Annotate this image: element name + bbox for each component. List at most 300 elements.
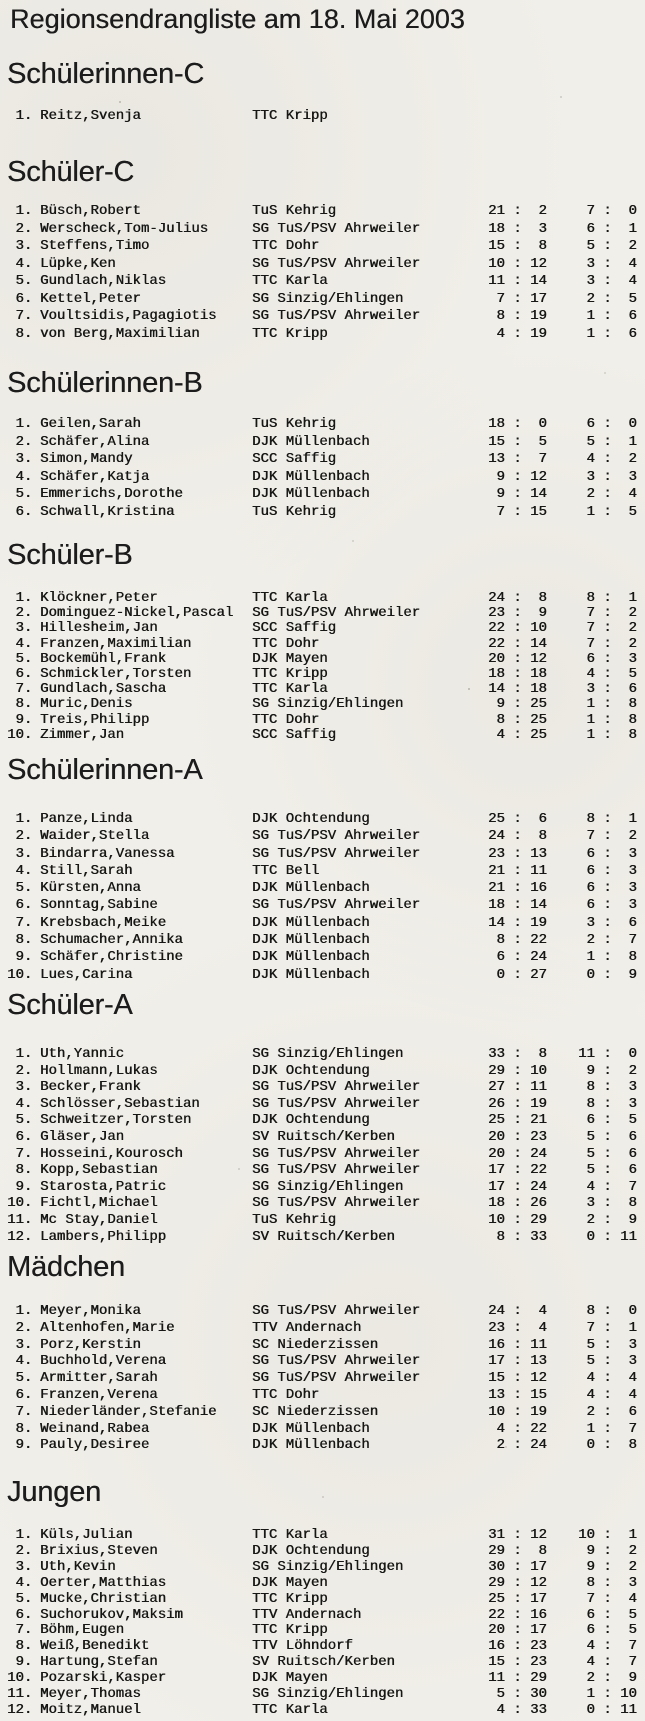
row-club: DJK Ochtendung	[252, 811, 370, 827]
row-rank: 5.	[7, 1590, 33, 1607]
row-games-score: 16 : 11	[488, 1336, 547, 1353]
row-player-name: Moitz,Manuel	[40, 1702, 141, 1718]
ranking-section	[7, 753, 643, 984]
row-player-name: Schweitzer,Torsten	[40, 1112, 192, 1129]
row-player-name: Krebsbach,Meike	[40, 914, 167, 931]
row-games-score: 11 : 14	[488, 273, 547, 289]
row-player-name: Altenhofen,Marie	[40, 1319, 175, 1336]
row-player-name: Suchorukov,Maksim	[40, 1607, 183, 1623]
row-club: DJK Müllenbach	[252, 932, 370, 949]
row-rank: 5.	[7, 880, 33, 897]
row-club: SG TuS/PSV Ahrweiler	[252, 1162, 421, 1179]
row-rank: 6.	[7, 290, 33, 307]
row-games-score: 9 : 14	[488, 486, 547, 502]
section-heading: Schüler-A	[7, 989, 133, 1021]
row-player-name: Lüpke,Ken	[40, 255, 116, 272]
row-player-name: Pozarski,Kasper	[40, 1671, 167, 1687]
row-games-score: 8 : 33	[488, 1228, 547, 1245]
row-games-score: 10 : 19	[488, 1403, 547, 1420]
row-player-name: Schlösser,Sebastian	[40, 1095, 200, 1112]
table-row	[7, 1387, 643, 1404]
section-heading: Schüler-B	[7, 539, 133, 571]
row-club: TTC Kripp	[252, 1623, 328, 1639]
row-games-score: 18 : 18	[488, 666, 547, 683]
table-row	[7, 1671, 643, 1687]
row-club: SG TuS/PSV Ahrweiler	[252, 1303, 421, 1319]
row-rank: 9.	[7, 1654, 33, 1671]
row-games-score: 9 : 12	[488, 468, 547, 485]
row-games-score: 25 : 6	[488, 811, 547, 827]
row-player-name: Weiß,Benedikt	[40, 1639, 150, 1655]
row-player-name: Weinand,Rabea	[40, 1420, 150, 1437]
row-club: TTC Karla	[252, 1528, 328, 1543]
row-games-score: 22 : 10	[488, 620, 547, 637]
row-rank: 6.	[7, 503, 33, 520]
row-club: TTC Kripp	[252, 1591, 328, 1607]
table-row	[7, 1146, 643, 1163]
table-row	[7, 1229, 643, 1246]
table-row	[7, 1337, 643, 1354]
row-points-score: 1 : 8	[578, 696, 637, 713]
row-rank: 1.	[7, 1527, 33, 1543]
row-points-score: 2 : 6	[578, 1403, 637, 1420]
row-games-score: 5 : 30	[488, 1686, 547, 1703]
row-club: SC Niederzissen	[252, 1336, 379, 1353]
row-rank: 2.	[7, 1319, 33, 1336]
table-row	[7, 606, 643, 621]
row-games-score: 15 : 5	[488, 433, 547, 450]
row-points-score: 5 : 3	[578, 1353, 637, 1370]
row-games-score: 21 : 11	[488, 862, 547, 879]
row-games-score: 18 : 26	[488, 1195, 547, 1212]
table-row	[7, 273, 643, 291]
row-player-name: Werscheck,Tom-Julius	[40, 220, 209, 237]
row-club: DJK Müllenbach	[252, 880, 370, 897]
row-rank: 3.	[7, 1558, 33, 1575]
row-player-name: Klöckner,Peter	[40, 591, 158, 606]
row-rank: 5.	[7, 486, 33, 502]
row-games-score: 18 : 14	[488, 897, 547, 914]
row-club: TTC Kripp	[252, 325, 328, 342]
table-row	[7, 1592, 643, 1608]
row-points-score: 5 : 2	[578, 238, 637, 254]
table-row	[7, 291, 643, 309]
table-row	[7, 652, 643, 667]
row-games-score: 21 : 16	[488, 880, 547, 897]
row-rank: 4.	[7, 1095, 33, 1112]
row-points-score: 4 : 4	[578, 1370, 637, 1387]
row-player-name: Lues,Carina	[40, 966, 133, 983]
row-points-score: 3 : 6	[578, 914, 637, 931]
row-club: TTC Bell	[252, 862, 320, 879]
row-points-score: 6 : 5	[578, 1112, 637, 1129]
row-games-score: 17 : 22	[488, 1162, 547, 1179]
row-rank: 7.	[7, 308, 33, 324]
row-games-score: 23 : 13	[488, 845, 547, 862]
row-points-score: 6 : 5	[578, 1606, 637, 1623]
row-club: SG TuS/PSV Ahrweiler	[252, 255, 421, 272]
row-rank: 7.	[7, 914, 33, 931]
row-games-score: 25 : 21	[488, 1112, 547, 1129]
row-points-score: 0 : 8	[578, 1437, 637, 1454]
row-rank: 8.	[7, 325, 33, 342]
row-games-score: 7 : 17	[488, 290, 547, 307]
table-row	[7, 434, 643, 452]
row-points-score: 1 : 5	[578, 503, 637, 520]
row-points-score: 1 : 7	[578, 1420, 637, 1437]
row-rank: 10.	[7, 966, 33, 983]
row-points-score: 4 : 7	[578, 1654, 637, 1671]
table-row	[7, 451, 643, 469]
table-row	[7, 1303, 643, 1320]
row-games-score: 4 : 25	[488, 726, 547, 743]
row-club: SG TuS/PSV Ahrweiler	[252, 1195, 421, 1212]
row-player-name: Waider,Stella	[40, 828, 150, 845]
row-games-score: 10 : 29	[488, 1211, 547, 1228]
row-games-score: 7 : 15	[488, 503, 547, 520]
row-club: TuS Kehrig	[252, 1211, 337, 1228]
row-rank: 3.	[7, 845, 33, 862]
row-player-name: Becker,Frank	[40, 1079, 141, 1096]
table-row	[7, 1608, 643, 1624]
row-points-score: 0 : 11	[578, 1228, 637, 1245]
row-player-name: Kettel,Peter	[40, 290, 141, 307]
row-club: SG TuS/PSV Ahrweiler	[252, 1079, 421, 1096]
row-rank: 1.	[7, 416, 33, 432]
table-row	[7, 682, 643, 697]
row-games-score: 23 : 9	[488, 605, 547, 622]
row-games-score: 22 : 14	[488, 635, 547, 652]
table-row	[7, 667, 643, 682]
row-player-name: Niederländer,Stefanie	[40, 1403, 217, 1420]
row-player-name: Franzen,Verena	[40, 1386, 158, 1403]
table-row	[7, 504, 643, 522]
row-player-name: Uth,Kevin	[40, 1559, 116, 1575]
row-club: TTC Dohr	[252, 636, 320, 652]
row-player-name: Küls,Julian	[40, 1528, 133, 1543]
row-player-name: Bindarra,Vanessa	[40, 845, 175, 862]
row-rank: 4.	[7, 1574, 33, 1591]
row-player-name: Kopp,Sebastian	[40, 1162, 158, 1179]
row-club: SV Ruitsch/Kerben	[252, 1655, 395, 1671]
table-row	[7, 238, 643, 256]
row-player-name: Mucke,Christian	[40, 1591, 167, 1607]
row-points-score: 6 : 3	[578, 845, 637, 862]
row-club: TTC Karla	[252, 273, 328, 289]
row-games-score: 15 : 12	[488, 1370, 547, 1387]
row-games-score: 14 : 18	[488, 681, 547, 698]
row-points-score: 2 : 9	[578, 1211, 637, 1228]
table-row	[7, 469, 643, 487]
row-club: TTC Dohr	[252, 238, 320, 254]
row-rank: 9.	[7, 1178, 33, 1195]
row-club: DJK Müllenbach	[252, 949, 370, 966]
row-club: SG Sinzig/Ehlingen	[252, 290, 404, 307]
row-rank: 9.	[7, 949, 33, 966]
row-club: SC Niederzissen	[252, 1403, 379, 1420]
row-points-score: 1 : 8	[578, 711, 637, 728]
table-row	[7, 1112, 643, 1129]
row-rank: 6.	[7, 1606, 33, 1623]
table-row	[7, 1179, 643, 1196]
row-rank: 3.	[7, 451, 33, 467]
row-games-score: 24 : 4	[488, 1303, 547, 1319]
row-points-score: 5 : 1	[578, 433, 637, 450]
section-heading: Schülerinnen-A	[7, 754, 203, 786]
row-rank: 2.	[7, 220, 33, 237]
row-club: SG Sinzig/Ehlingen	[252, 697, 404, 713]
row-rank: 4.	[7, 255, 33, 272]
row-points-score: 2 : 5	[578, 290, 637, 307]
row-player-name: von Berg,Maximilian	[40, 325, 200, 342]
table-row	[7, 203, 643, 221]
row-rank: 6.	[7, 897, 33, 914]
table-row	[7, 697, 643, 712]
row-club: SV Ruitsch/Kerben	[252, 1228, 395, 1245]
table-row	[7, 591, 643, 606]
row-rank: 10.	[7, 726, 33, 743]
row-games-score: 4 : 22	[488, 1420, 547, 1437]
row-games-score: 21 : 2	[488, 203, 547, 219]
section-rows	[7, 591, 643, 743]
row-player-name: Geilen,Sarah	[40, 416, 141, 432]
row-rank: 8.	[7, 1420, 33, 1437]
table-row	[7, 1320, 643, 1337]
row-points-score: 11 : 0	[578, 1046, 637, 1062]
table-row	[7, 1544, 643, 1560]
section-heading: Mädchen	[7, 1251, 125, 1283]
row-player-name: Hartung,Stefan	[40, 1655, 158, 1671]
row-games-score: 29 : 8	[488, 1542, 547, 1559]
row-points-score: 7 : 2	[578, 828, 637, 845]
row-games-score: 17 : 13	[488, 1353, 547, 1370]
row-points-score: 2 : 9	[578, 1670, 637, 1687]
row-club: TuS Kehrig	[252, 203, 337, 219]
row-rank: 7.	[7, 681, 33, 698]
row-club: TTC Kripp	[252, 667, 328, 683]
row-club: SG TuS/PSV Ahrweiler	[252, 1353, 421, 1370]
ranking-section	[7, 1475, 643, 1719]
table-row	[7, 486, 643, 504]
row-club: SG TuS/PSV Ahrweiler	[252, 308, 421, 324]
row-rank: 12.	[7, 1228, 33, 1245]
row-player-name: Sonntag,Sabine	[40, 897, 158, 914]
section-heading: Jungen	[7, 1476, 101, 1508]
table-row	[7, 1703, 643, 1719]
row-rank: 5.	[7, 650, 33, 667]
row-player-name: Panze,Linda	[40, 811, 133, 827]
row-games-score: 15 : 23	[488, 1654, 547, 1671]
row-club: TTV Andernach	[252, 1319, 362, 1336]
row-points-score: 6 : 0	[578, 416, 637, 432]
row-player-name: Uth,Yannic	[40, 1046, 125, 1062]
row-points-score: 4 : 5	[578, 666, 637, 683]
ranking-section	[7, 57, 643, 126]
row-player-name: Emmerichs,Dorothe	[40, 486, 183, 502]
table-row	[7, 416, 643, 434]
row-player-name: Simon,Mandy	[40, 451, 133, 467]
row-games-score: 10 : 12	[488, 255, 547, 272]
row-rank: 12.	[7, 1701, 33, 1718]
row-points-score: 6 : 3	[578, 897, 637, 914]
row-games-score: 20 : 17	[488, 1622, 547, 1639]
row-club: DJK Mayen	[252, 1575, 328, 1591]
row-rank: 8.	[7, 696, 33, 713]
row-points-score: 6 : 1	[578, 220, 637, 237]
table-row	[7, 846, 643, 863]
row-club: SG Sinzig/Ehlingen	[252, 1046, 404, 1062]
row-rank: 1.	[7, 108, 33, 124]
table-row	[7, 728, 643, 743]
row-player-name: Porz,Kerstin	[40, 1336, 141, 1353]
row-points-score: 3 : 8	[578, 1195, 637, 1212]
table-row	[7, 828, 643, 845]
row-club: DJK Ochtendung	[252, 1062, 370, 1079]
row-rank: 3.	[7, 1079, 33, 1096]
ranking-section	[7, 1250, 643, 1454]
row-club: DJK Mayen	[252, 651, 328, 667]
table-row	[7, 1687, 643, 1703]
row-points-score: 4 : 4	[578, 1386, 637, 1403]
row-points-score: 6 : 3	[578, 880, 637, 897]
row-player-name: Zimmer,Jan	[40, 727, 125, 743]
row-player-name: Meyer,Monika	[40, 1303, 141, 1319]
row-games-score: 8 : 25	[488, 711, 547, 728]
row-points-score: 1 : 6	[578, 308, 637, 324]
section-rows	[7, 1528, 643, 1719]
table-row	[7, 811, 643, 828]
row-player-name: Brixius,Steven	[40, 1543, 158, 1559]
row-player-name: Kürsten,Anna	[40, 880, 141, 897]
table-row	[7, 1212, 643, 1229]
row-games-score: 17 : 24	[488, 1178, 547, 1195]
row-points-score: 0 : 11	[578, 1701, 637, 1718]
page-title: Regionsendrangliste am 18. Mai 2003	[10, 4, 465, 34]
row-club: SG TuS/PSV Ahrweiler	[252, 606, 421, 622]
row-games-score: 16 : 23	[488, 1638, 547, 1655]
row-rank: 8.	[7, 1638, 33, 1655]
row-points-score: 8 : 3	[578, 1079, 637, 1096]
row-points-score: 4 : 7	[578, 1178, 637, 1195]
row-player-name: Gundlach,Niklas	[40, 273, 167, 289]
row-club: DJK Müllenbach	[252, 468, 370, 485]
row-rank: 4.	[7, 635, 33, 652]
row-games-score: 4 : 19	[488, 325, 547, 342]
row-club: SG TuS/PSV Ahrweiler	[252, 845, 421, 862]
row-games-score: 26 : 19	[488, 1095, 547, 1112]
table-row	[7, 1370, 643, 1387]
table-row	[7, 1576, 643, 1592]
row-points-score: 7 : 1	[578, 1319, 637, 1336]
row-player-name: Schumacher,Annika	[40, 932, 183, 949]
row-rank: 5.	[7, 273, 33, 289]
row-games-score: 18 : 3	[488, 220, 547, 237]
table-row	[7, 1560, 643, 1576]
section-heading: Schülerinnen-C	[7, 58, 205, 90]
row-points-score: 7 : 4	[578, 1590, 637, 1607]
table-row	[7, 1421, 643, 1438]
row-points-score: 7 : 2	[578, 605, 637, 622]
row-player-name: Bockemühl,Frank	[40, 651, 167, 667]
row-games-score: 23 : 4	[488, 1319, 547, 1336]
row-club: TuS Kehrig	[252, 503, 337, 520]
row-rank: 1.	[7, 590, 33, 606]
table-row	[7, 863, 643, 880]
row-rank: 1.	[7, 1046, 33, 1062]
table-row	[7, 108, 643, 126]
row-points-score: 8 : 1	[578, 811, 637, 827]
row-club: TTC Dohr	[252, 1386, 320, 1403]
row-club: TTC Karla	[252, 1702, 328, 1718]
row-games-score: 18 : 0	[488, 416, 547, 432]
row-points-score: 8 : 0	[578, 1303, 637, 1319]
row-club: DJK Ochtendung	[252, 1543, 370, 1559]
table-row	[7, 1404, 643, 1421]
row-points-score: 9 : 2	[578, 1062, 637, 1079]
row-rank: 4.	[7, 468, 33, 485]
row-player-name: Buchhold,Verena	[40, 1353, 167, 1370]
row-player-name: Schäfer,Alina	[40, 433, 150, 450]
table-row	[7, 1437, 643, 1454]
table-row	[7, 932, 643, 949]
row-points-score: 6 : 3	[578, 862, 637, 879]
row-player-name: Armitter,Sarah	[40, 1370, 158, 1387]
row-player-name: Treis,Philipp	[40, 712, 150, 728]
row-player-name: Fichtl,Michael	[40, 1195, 158, 1212]
row-rank: 3.	[7, 1336, 33, 1353]
row-rank: 2.	[7, 1542, 33, 1559]
section-rows	[7, 1303, 643, 1454]
row-games-score: 8 : 22	[488, 932, 547, 949]
row-rank: 10.	[7, 1670, 33, 1687]
row-rank: 11.	[7, 1211, 33, 1228]
row-games-score: 4 : 33	[488, 1701, 547, 1718]
row-games-score: 2 : 24	[488, 1437, 547, 1454]
row-club: DJK Müllenbach	[252, 486, 370, 502]
row-rank: 4.	[7, 1353, 33, 1370]
row-club: TuS Kehrig	[252, 416, 337, 432]
row-club: SG TuS/PSV Ahrweiler	[252, 1145, 421, 1162]
row-games-score: 20 : 24	[488, 1145, 547, 1162]
row-rank: 10.	[7, 1195, 33, 1212]
row-rank: 6.	[7, 1128, 33, 1145]
row-points-score: 6 : 3	[578, 650, 637, 667]
row-rank: 5.	[7, 1112, 33, 1129]
row-club: SG TuS/PSV Ahrweiler	[252, 1370, 421, 1387]
row-games-score: 29 : 12	[488, 1574, 547, 1591]
row-player-name: Hillesheim,Jan	[40, 621, 158, 637]
row-points-score: 2 : 4	[578, 486, 637, 502]
row-games-score: 20 : 12	[488, 650, 547, 667]
row-club: TTC Karla	[252, 591, 328, 606]
row-player-name: Hollmann,Lukas	[40, 1062, 158, 1079]
row-points-score: 1 : 8	[578, 949, 637, 966]
row-player-name: Oerter,Matthias	[40, 1575, 167, 1591]
row-player-name: Schmickler,Torsten	[40, 667, 192, 683]
row-club: SG TuS/PSV Ahrweiler	[252, 1095, 421, 1112]
section-heading: Schülerinnen-B	[7, 367, 203, 399]
row-club: SCC Saffig	[252, 621, 337, 637]
row-player-name: Dominguez-Nickel,Pascal	[40, 606, 234, 622]
row-club: SCC Saffig	[252, 727, 337, 743]
table-row	[7, 1063, 643, 1080]
row-rank: 8.	[7, 1162, 33, 1179]
row-rank: 1.	[7, 1303, 33, 1319]
row-games-score: 30 : 17	[488, 1558, 547, 1575]
table-row	[7, 221, 643, 239]
row-rank: 5.	[7, 1370, 33, 1387]
row-player-name: Muric,Denis	[40, 697, 133, 713]
